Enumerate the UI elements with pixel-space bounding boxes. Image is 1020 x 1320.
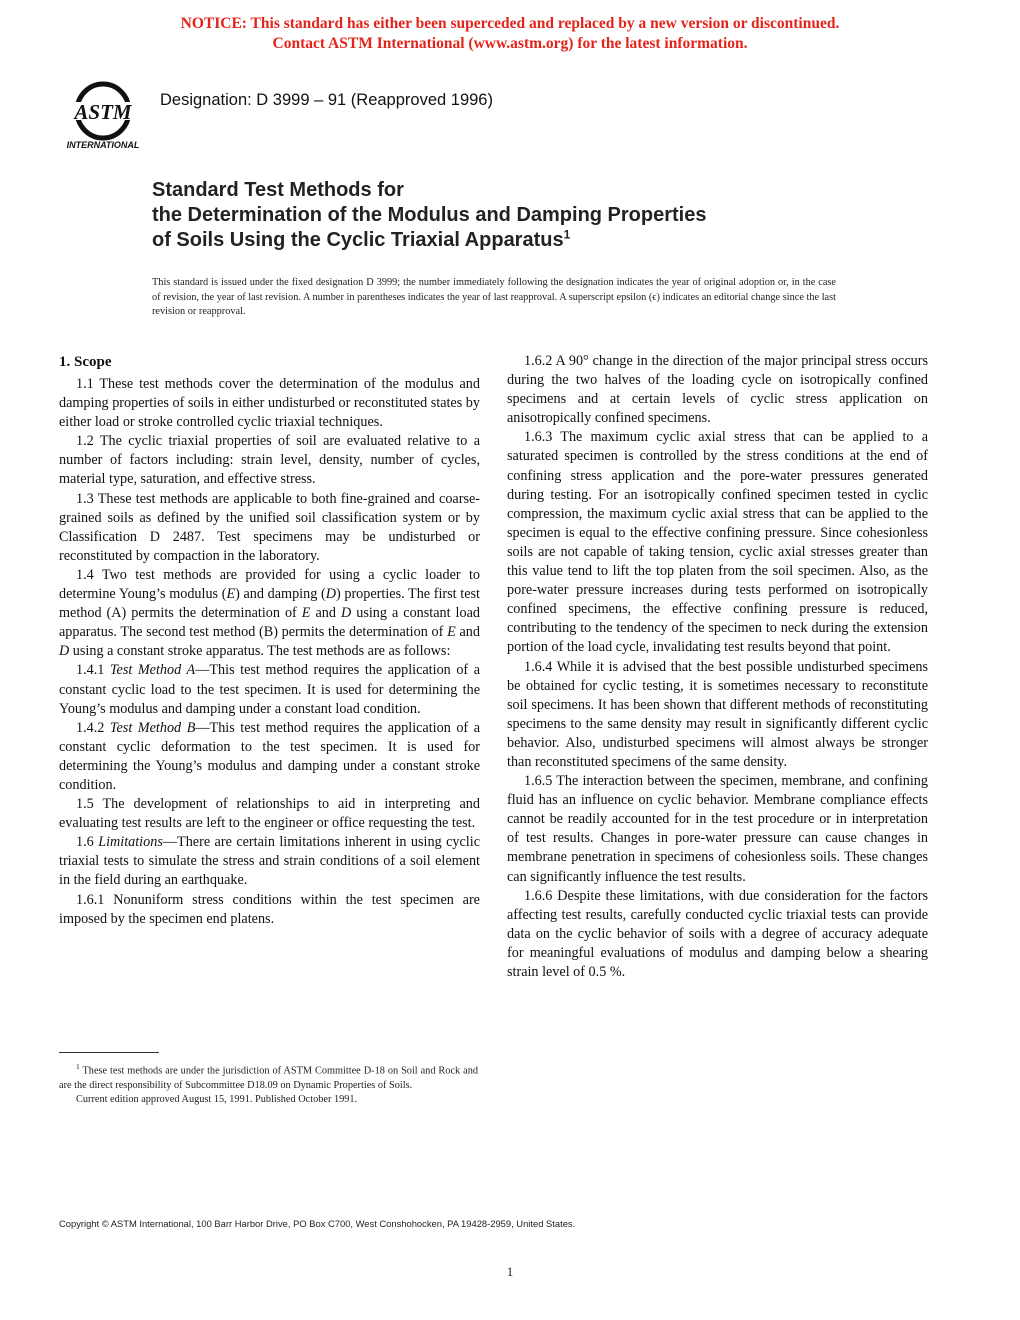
p1-4-symbol: E	[301, 605, 311, 622]
p1-4-text: using a constant stroke apparatus. The test methods are as follows:	[69, 643, 451, 660]
p1-6-text: —There are certain limitations inherent in using cyclic triaxial tests to simulate the stress and strain conditions of a soil element in the field during an earthquake.	[59, 834, 480, 889]
section-heading: 1. Scope	[59, 354, 112, 370]
p1-4-symbol: E	[447, 624, 456, 641]
logo-subtext: INTERNATIONAL	[66, 140, 140, 150]
footnote-marker: 1	[76, 1062, 80, 1071]
footnotes	[59, 1060, 478, 1107]
title-line-1: Standard Test Methods for	[152, 179, 404, 201]
p1-4-1-number: 1.4.1	[76, 662, 110, 679]
footnote-1	[59, 1060, 478, 1093]
paragraph-1-6-2: 1.6.2 A 90° change in the direction of the major principal stress occurs during the two halves of the loading cycle on isotropically confined specimens and at certain levels of cyclic stress application on anisotropically confined specimens.	[507, 353, 928, 427]
astm-logo	[62, 78, 144, 152]
page-number: 1	[506, 1264, 514, 1279]
supersede-notice	[0, 14, 1020, 54]
astm-logo-icon	[62, 78, 144, 152]
paragraph-1-6-5: 1.6.5 The interaction between the specimen, membrane, and confining fluid has an influence on cyclic behavior. Membrane compliance effects cannot be readily accounted for in the test procedure or in interpretation of test results. Changes in pore-water pressure can cause changes in membrane penetration in specimens of cohesionless soils. These changes can significantly influence the test results.	[507, 773, 928, 885]
issue-statement: This standard is issued under the fixed designation D 3999; the number immediately following the designation indicates the year of original adoption or, in the case of revision, the year of last revision. A number in parentheses indicates the year of last reapproval. A superscript epsilon (ϵ) indicates an editorial change since the last revision or reapproval.	[152, 277, 836, 317]
document-title	[152, 178, 872, 253]
title-footnote-marker: 1	[563, 227, 571, 242]
paragraph-1-6-1: 1.6.1 Nonuniform stress conditions within the test specimen are imposed by the specimen end platens.	[59, 891, 480, 927]
paragraph-1-1: 1.1 These test methods cover the determination of the modulus and damping properties of soils in either undisturbed or reconstituted states by either load or stroke controlled cyclic triaxial techniques.	[59, 376, 480, 431]
p1-4-text: ) properties. The first test method (A) permits the determination of	[59, 586, 480, 622]
p1-4-text: and	[455, 624, 480, 641]
designation: Designation: D 3999 – 91 (Reapproved 1996)	[160, 91, 493, 109]
p1-4-symbol: D	[59, 643, 70, 660]
paragraph-1-5: 1.5 The development of relationships to aid in interpreting and evaluating test results are left to the engineer or office requesting the test.	[59, 796, 480, 832]
paragraph-1-6-6: 1.6.6 Despite these limitations, with due consideration for the factors affecting test results, carefully conducted cyclic triaxial tests can provide data on the cyclic behavior of soils with a degree of accuracy adequate for meaningful evaluations of modulus and damping below a shearing strain level of 0.5 %.	[507, 887, 928, 980]
p1-4-1-label: Test Method A	[109, 662, 196, 679]
copyright-line: Copyright © ASTM International, 100 Barr Harbor Drive, PO Box C700, West Conshohocken, PA 19428-2959, United States.	[59, 1218, 576, 1229]
p1-4-2-label: Test Method B	[109, 719, 196, 736]
p1-4-symbol: D	[340, 605, 352, 622]
p1-4-2-number: 1.4.2	[76, 719, 110, 736]
paragraph-1-2: 1.2 The cyclic triaxial properties of soil are evaluated relative to a number of factors including: strain level, density, number of cycles, material type, saturation, and effective stress.	[59, 433, 480, 488]
p1-4-1-text: —This test method requires the application of a constant cyclic load to the test specimen. It is used for determining the Young’s modulus and damping under a constant load condition.	[59, 662, 481, 717]
right-column	[507, 352, 928, 982]
notice-line-2: Contact ASTM International (www.astm.org) for the latest information.	[272, 35, 748, 52]
paragraph-1-3: 1.3 These test methods are applicable to both fine-grained and coarse-grained soils as defined by the unified soil classification system or by Classification D 2487. Test specimens may be undisturbed or reconstituted by compaction in the laboratory.	[59, 490, 480, 564]
p1-4-text: and	[310, 605, 341, 622]
title-line-2: the Determination of the Modulus and Damping Properties	[152, 204, 707, 226]
paragraph-1-6-3: 1.6.3 The maximum cyclic axial stress that can be applied to a saturated specimen is controlled by the stress conditions at the end of confining stress application and the pore-water pressures generated during testing. For an isotropically confined specimen tested in cyclic compression, the maximum cyclic axial stress that can be applied to the specimen is equal to the effective confining pressure. Since cohesionless soils are not capable of taking tension, cyclic axial stresses greater than this value tend to lift the top platen from the soil specimen. Also, as the pore-water pressure increases during tests performed on isotropically confined specimens, the effective confining pressure is reduced, contributing to the tendency of the specimen to neck during the extension portion of the load cycle, invalidating test results beyond that point.	[507, 429, 928, 656]
left-column	[59, 352, 480, 929]
title-line-3-text: of Soils Using the Cyclic Triaxial Apparatus	[152, 229, 564, 251]
paragraph-1-6-4: 1.6.4 While it is advised that the best possible undisturbed specimens be obtained for cyclic testing, it is sometimes necessary to reconstitute soil specimens. It has been shown that different methods of reconstituting specimens to the same density may result in significantly different cyclic behavior. Also, undisturbed specimens will almost always be stronger than reconstituted specimens of the same density.	[507, 658, 928, 770]
p1-4-2-text: —This test method requires the application of a constant cyclic deformation to the test specimen. It is used for determining the Young’s modulus and damping under a constant stroke condition.	[59, 719, 480, 793]
footnote-divider	[59, 1052, 159, 1053]
notice-line-1: NOTICE: This standard has either been superceded and replaced by a new version or discontinued.	[180, 15, 840, 32]
paragraph-1-4-2	[59, 719, 480, 795]
paragraph-1-4-1	[59, 661, 480, 718]
p1-4-text: using a constant load apparatus. The second test method (B) permits the determination of	[59, 605, 480, 641]
p1-6-number: 1.6	[76, 834, 99, 851]
footnote-1-text: These test methods are under the jurisdiction of ASTM Committee D-18 on Soil and Rock and are the direct responsibility of Subcommittee D18.09 on Dynamic Properties of Soils.	[59, 1065, 478, 1091]
edition-note: Current edition approved August 15, 1991. Published October 1991.	[76, 1094, 358, 1106]
p1-6-label: Limitations	[98, 834, 163, 851]
p1-4-symbol: E	[226, 586, 236, 603]
paragraph-1-6	[59, 833, 480, 890]
logo-text: ASTM	[74, 100, 132, 124]
p1-4-text: ) and damping (	[235, 586, 326, 603]
p1-4-symbol: D	[325, 586, 336, 603]
title-line-3	[152, 228, 872, 253]
paragraph-1-4	[59, 566, 480, 661]
p1-4-text: 1.4 Two test methods are provided for using a cyclic loader to determine Young’s modulus (	[59, 566, 480, 603]
